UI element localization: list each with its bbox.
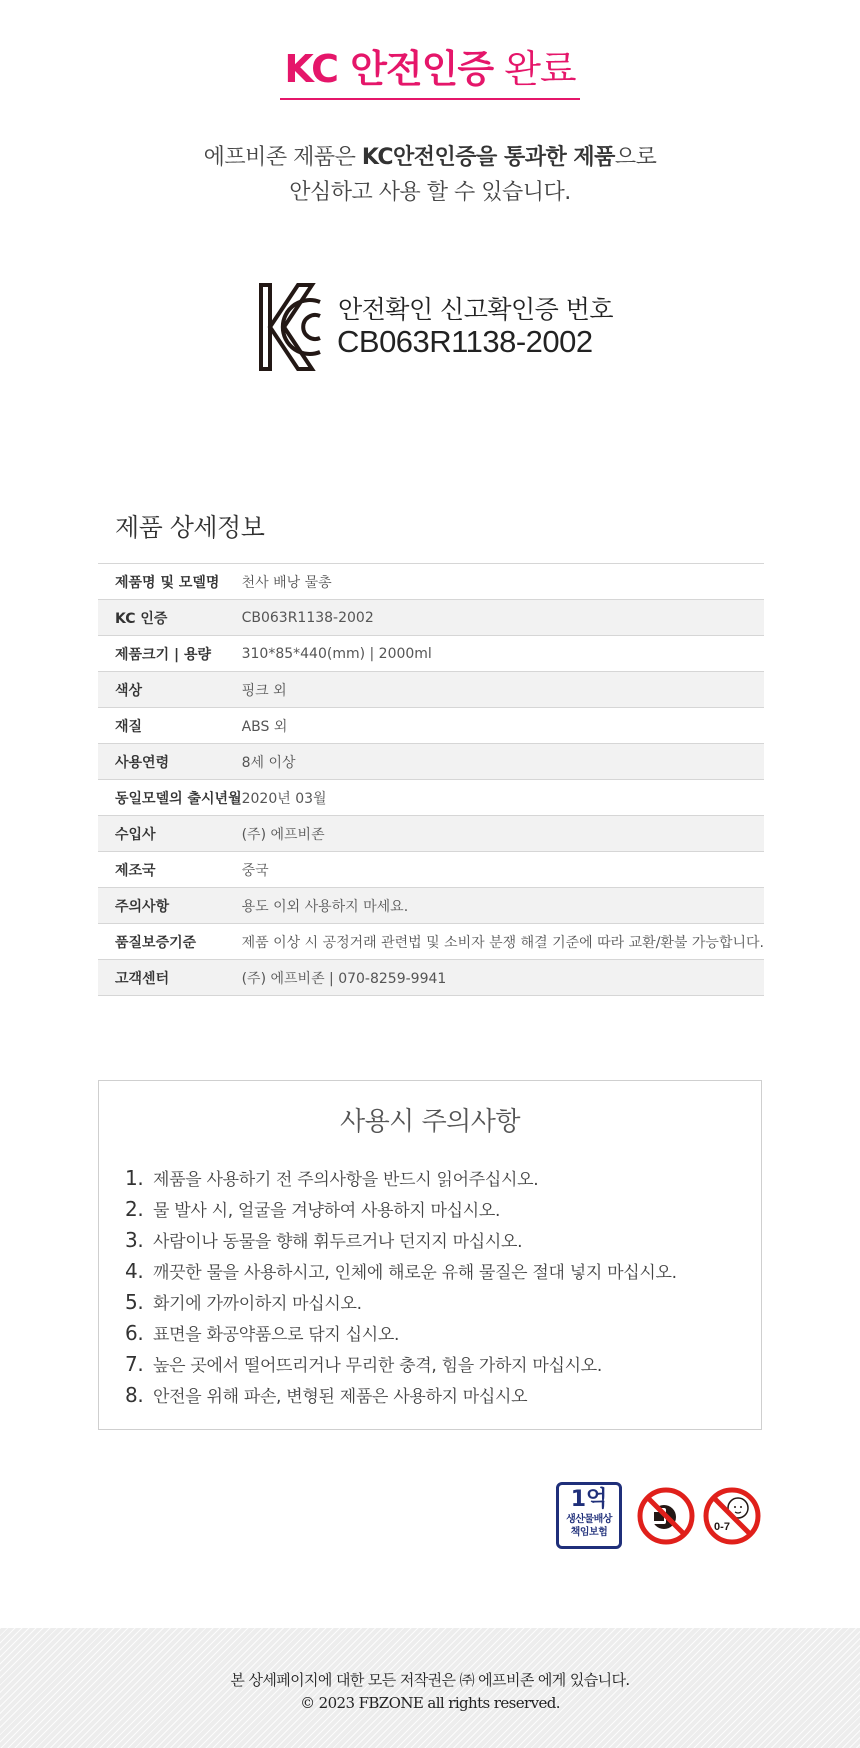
footer	[0, 1628, 860, 1748]
spec-value: (주) 에프비존 | 070-8259-9941	[241, 970, 447, 987]
spec-row	[98, 888, 764, 924]
spec-title: 제품 상세정보	[115, 513, 265, 542]
caution-item-number: 5.	[125, 1290, 144, 1314]
caution-item-number: 3.	[125, 1228, 144, 1252]
spec-value: 중국	[241, 862, 269, 879]
spec-label: 주의사항	[115, 898, 170, 915]
spec-label: 사용연령	[115, 754, 170, 771]
caution-item-text: 사람이나 동물을 향해 휘두르거나 던지지 마십시오.	[153, 1232, 523, 1252]
caution-item	[125, 1194, 677, 1225]
caution-item-text: 안전을 위해 파손, 변형된 제품은 사용하지 마십시오	[153, 1387, 528, 1407]
intro-line-1	[0, 140, 860, 175]
intro-text	[0, 140, 860, 210]
certification-block	[258, 280, 618, 376]
caution-list	[125, 1163, 677, 1411]
no-mouth-icon	[636, 1486, 696, 1546]
intro-line-1-b: KC안전인증을 통과한 제품	[361, 145, 615, 170]
spec-row	[98, 852, 764, 888]
spec-label: 제조국	[115, 862, 156, 879]
spec-value: 제품 이상 시 공정거래 관련법 및 소비자 분쟁 해결 기준에 따라 교환/환불 가능합니다.	[241, 934, 764, 951]
spec-value: 천사 배낭 물총	[241, 574, 332, 591]
caution-box	[98, 1080, 762, 1430]
caution-item-number: 2.	[125, 1197, 144, 1221]
intro-line-1-a: 에프비존 제품은	[203, 145, 362, 170]
caution-item-text: 높은 곳에서 떨어뜨리거나 무리한 충격, 힘을 가하지 마십시오.	[153, 1356, 602, 1376]
caution-item-text: 화기에 가까이하지 마십시오.	[153, 1294, 362, 1314]
spec-label: 색상	[115, 682, 143, 699]
spec-value: ABS 외	[241, 718, 288, 735]
kc-mark-icon	[258, 282, 322, 372]
spec-row	[98, 564, 764, 600]
spec-label: 동일모델의 출시년월	[115, 790, 242, 807]
age-text: 0-7	[714, 1521, 730, 1533]
caution-item	[125, 1380, 677, 1411]
spec-value: 용도 이외 사용하지 마세요.	[241, 898, 409, 915]
kc-title-strong: KC 안전인증	[284, 47, 494, 91]
spec-row	[98, 816, 764, 852]
footer-rights: © 2023 FBZONE all rights reserved.	[300, 1694, 560, 1712]
spec-row	[98, 636, 764, 672]
spec-row	[98, 708, 764, 744]
spec-table	[98, 563, 764, 996]
kc-title-rest: 완료	[504, 47, 576, 91]
caution-item	[125, 1318, 677, 1349]
spec-value: 핑크 외	[241, 682, 287, 699]
spec-value: (주) 에프비존	[241, 826, 325, 843]
caution-item-number: 7.	[125, 1352, 144, 1376]
certification-label: 안전확인 신고확인증 번호	[338, 295, 614, 324]
caution-item	[125, 1225, 677, 1256]
caution-item	[125, 1349, 677, 1380]
spec-label: KC 인증	[115, 610, 168, 627]
caution-item-text: 물 발사 시, 얼굴을 겨냥하여 사용하지 마십시오.	[153, 1201, 501, 1221]
badges	[556, 1482, 762, 1552]
footer-copyright-notice: 본 상세페이지에 대한 모든 저작권은 ㈜ 에프비존 에게 있습니다.	[230, 1671, 630, 1689]
spec-row	[98, 780, 764, 816]
spec-label: 고객센터	[115, 970, 170, 987]
spec-label: 품질보증기준	[115, 934, 197, 951]
caution-item-text: 제품을 사용하기 전 주의사항을 반드시 읽어주십시오.	[153, 1170, 539, 1190]
kc-title	[0, 44, 860, 100]
caution-item-number: 1.	[125, 1166, 144, 1190]
spec-row	[98, 744, 764, 780]
caution-item-number: 6.	[125, 1321, 144, 1345]
insurance-badge	[556, 1482, 622, 1549]
spec-label: 수입사	[115, 826, 156, 843]
spec-row	[98, 672, 764, 708]
spec-row	[98, 924, 764, 960]
spec-row	[98, 600, 764, 636]
caution-item	[125, 1256, 677, 1287]
insurance-badge-line-1: 생산물배상	[566, 1514, 612, 1525]
caution-item-number: 8.	[125, 1383, 144, 1407]
insurance-badge-amount: 1억	[570, 1487, 608, 1512]
caution-item	[125, 1163, 677, 1194]
spec-label: 제품크기 | 용량	[115, 646, 212, 663]
caution-item	[125, 1287, 677, 1318]
spec-label: 재질	[115, 718, 143, 735]
intro-line-1-c: 으로	[614, 145, 657, 170]
caution-item-text: 깨끗한 물을 사용하시고, 인체에 해로운 유해 물질은 절대 넣지 마십시오.	[153, 1263, 677, 1283]
spec-value: CB063R1138-2002	[241, 609, 374, 626]
no-age-0-7-icon	[702, 1486, 762, 1546]
spec-value: 2020년 03월	[241, 790, 327, 807]
insurance-badge-line-2: 책임보험	[570, 1527, 608, 1538]
intro-line-2: 안심하고 사용 할 수 있습니다.	[289, 180, 571, 205]
spec-value: 310*85*440(mm) | 2000ml	[241, 645, 432, 662]
caution-title: 사용시 주의사항	[339, 1107, 521, 1137]
kc-title-underline	[280, 44, 579, 100]
spec-value: 8세 이상	[241, 754, 296, 771]
spec-label: 제품명 및 모델명	[115, 574, 220, 591]
caution-item-number: 4.	[125, 1259, 144, 1283]
certification-number: CB063R1138-2002	[337, 324, 593, 359]
caution-item-text: 표면을 화공약품으로 닦지 십시오.	[153, 1325, 400, 1345]
spec-row	[98, 960, 764, 996]
